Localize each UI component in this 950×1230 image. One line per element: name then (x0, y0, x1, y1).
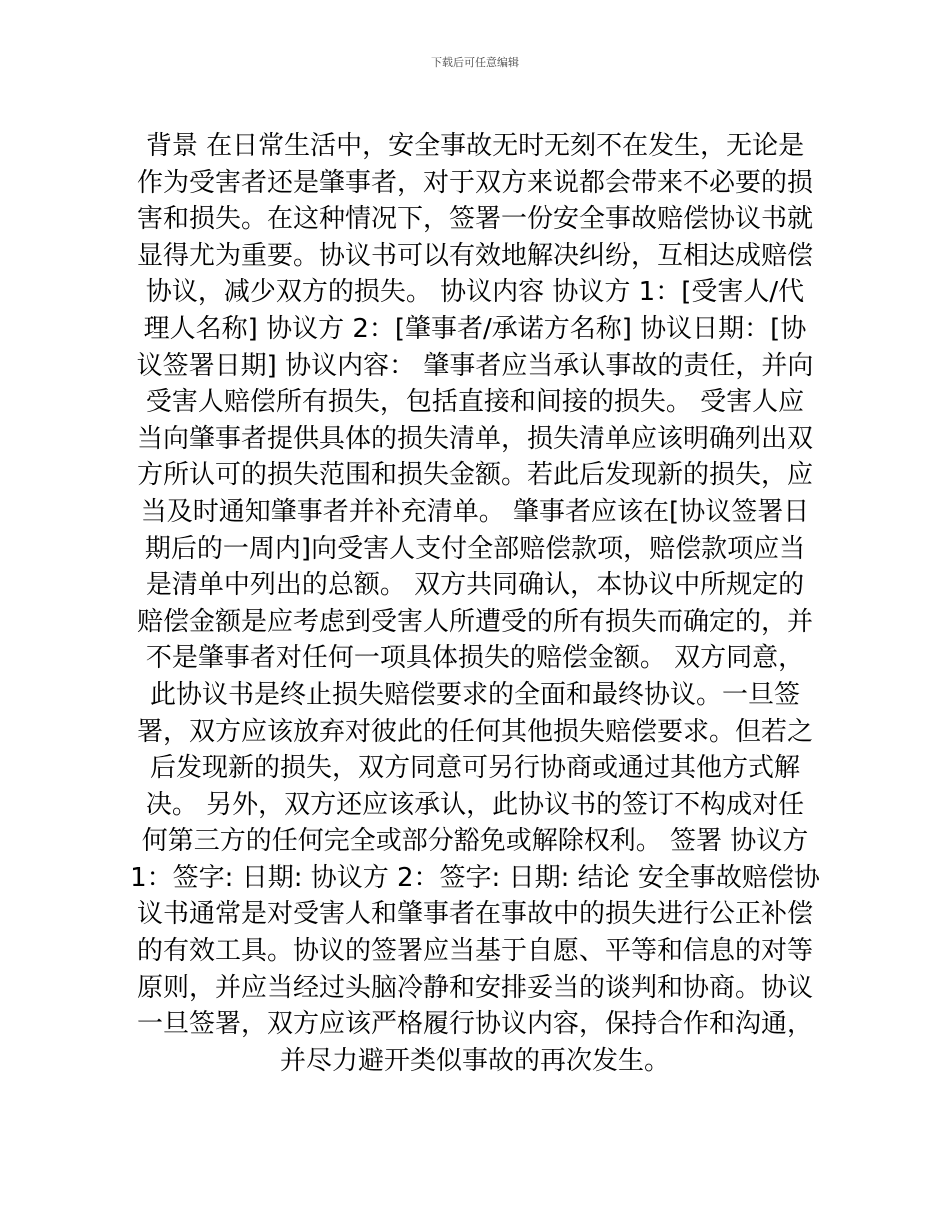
text-line: 并尽力避开类似事故的再次发生。 (279, 1045, 670, 1076)
document-body (110, 128, 840, 1079)
text-line: 原则，并应当经过头脑冷静和安排妥当的谈判和协商。协议 (136, 972, 813, 1003)
text-line: 受害人赔偿所有损失，包括直接和间接的损失。 受害人应 (145, 387, 805, 418)
text-line: 理人名称] 协议方 2：[肇事者/承诺方名称] 协议日期：[协 (143, 313, 807, 344)
text-line: 不是肇事者对任何一项具体损失的赔偿金额。 双方同意， (145, 643, 805, 674)
text-line: 害和损失。在这种情况下，签署一份安全事故赔偿协议书就 (136, 204, 813, 235)
text-line: 1：签字: 日期: 协议方 2：签字: 日期: 结论 安全事故赔偿协 (130, 862, 820, 893)
text-line: 当向肇事者提供具体的损失清单，损失清单应该明确列出双 (136, 423, 813, 454)
text-line: 署，双方应该放弃对彼此的任何其他损失赔偿要求。但若之 (136, 716, 813, 747)
text-line: 决。 另外，双方还应该承认，此协议书的签订不构成对任 (145, 789, 805, 820)
text-line: 是清单中列出的总额。 双方共同确认，本协议中所规定的 (145, 570, 805, 601)
text-line: 议签署日期] 协议内容： 肇事者应当承认事故的责任，并向 (136, 350, 814, 381)
text-line: 方所认可的损失范围和损失金额。若此后发现新的损失，应 (136, 460, 813, 491)
text-line: 期后的一周内]向受害人支付全部赔偿款项，赔偿款项应当 (144, 533, 806, 564)
text-line: 作为受害者还是肇事者，对于双方来说都会带来不必要的损 (136, 167, 813, 198)
text-line: 一旦签署，双方应该严格履行协议内容，保持合作和沟通， (136, 1009, 813, 1040)
text-line: 赔偿金额是应考虑到受害人所遭受的所有损失而确定的，并 (136, 606, 813, 637)
text-line: 显得尤为重要。协议书可以有效地解决纠纷，互相达成赔偿 (136, 240, 813, 271)
text-line: 此协议书是终止损失赔偿要求的全面和最终协议。一旦签 (149, 679, 800, 710)
text-line: 的有效工具。协议的签署应当基于自愿、平等和信息的对等 (136, 936, 813, 967)
text-line: 背景 在日常生活中，安全事故无时无刻不在发生，无论是 (145, 131, 805, 161)
text-line: 议书通常是对受害人和肇事者在事故中的损失进行公正补偿 (136, 899, 813, 930)
page-header: 下载后可任意编辑 (431, 56, 519, 69)
text-line: 后发现新的损失，双方同意可另行协商或通过其他方式解 (149, 753, 800, 784)
text-line: 协议，减少双方的损失。 协议内容 协议方 1：[受害人/代 (145, 277, 805, 308)
text-line: 何第三方的任何完全或部分豁免或解除权利。 签署 协议方 (141, 826, 809, 857)
text-line: 当及时通知肇事者并补充清单。 肇事者应该在[协议签署日 (140, 496, 810, 527)
